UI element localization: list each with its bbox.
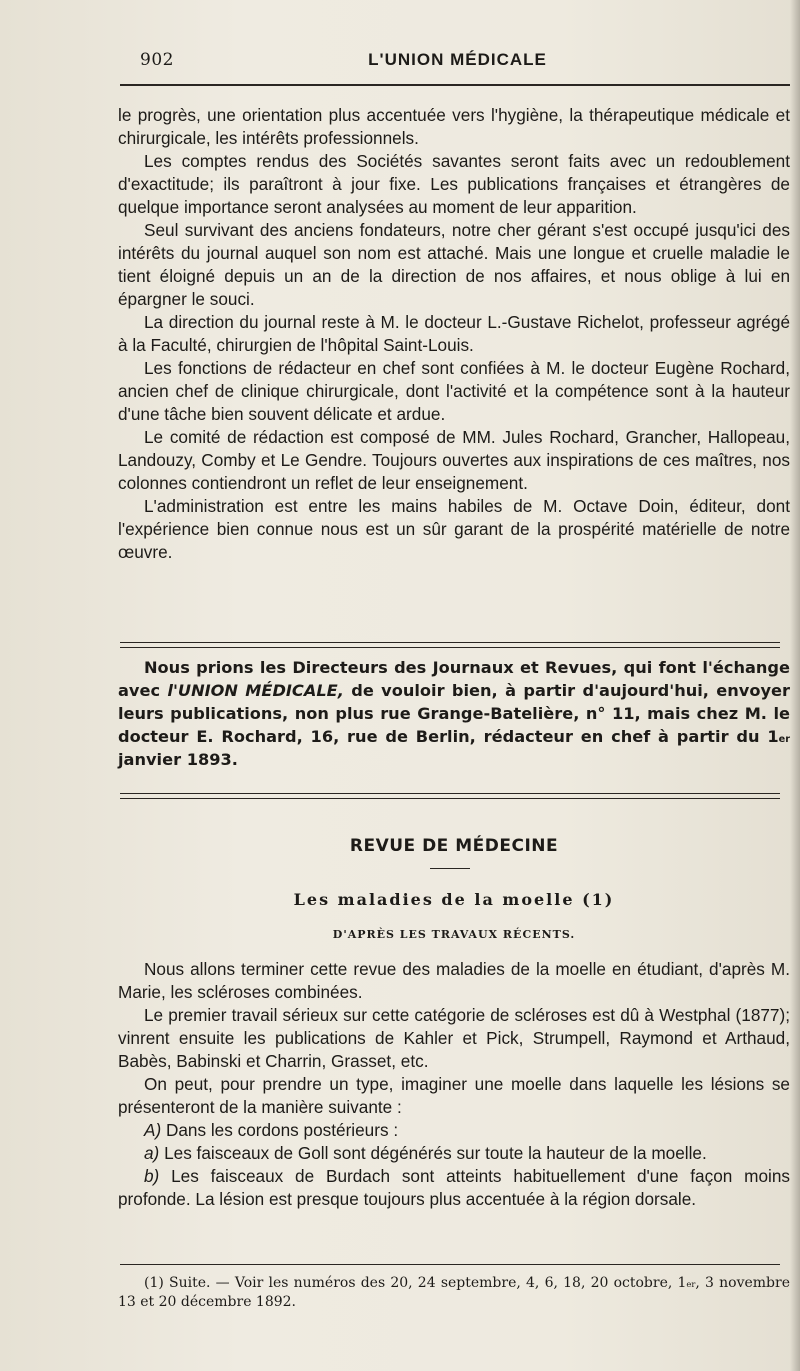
list-label: A) <box>144 1120 162 1140</box>
superscript: er <box>686 1279 696 1289</box>
footnote <box>118 1274 790 1312</box>
paragraph-text: Nous allons terminer cette revue des maladies de la moelle en étudiant, d'après M. Marie, les scléroses combinées. <box>118 959 790 1002</box>
list-label: b) <box>144 1166 160 1186</box>
paragraph <box>118 958 790 1004</box>
page-number: 902 <box>140 50 174 70</box>
footnote-text: (1) Suite. — Voir les numéros des 20, 24 septembre, 4, 6, 18, 20 octobre, 1 <box>144 1275 687 1291</box>
journal-name: l'UNION MÉDICALE, <box>167 681 344 700</box>
paragraph-text: Le premier travail sérieux sur cette catégorie de scléroses est dû à Westphal (1877); vinrent ensuite les publications de Kahler et Pick, Strumpell, Raymond et Arthaud, Babès, Babinski et Charrin, Grasset, etc. <box>118 1005 790 1071</box>
article-text <box>118 958 790 1211</box>
paragraph: L'administration est entre les mains habiles de M. Octave Doin, éditeur, dont l'expérience bien connue nous est un sûr garant de la prospérité matérielle de notre œuvre. <box>118 496 790 562</box>
notice <box>118 656 790 771</box>
paragraph: Les fonctions de rédacteur en chef sont confiées à M. le docteur Eugène Rochard, ancien chef de clinique chirurgicale, dont l'activité et la compétence sont à la hauteur d'une tâche bien souvent délicate et ardue. <box>118 358 790 424</box>
article-title: Les maladies de la moelle (1) <box>293 890 615 909</box>
divider-rule <box>120 793 780 799</box>
notice-text: janvier 1893. <box>118 750 238 769</box>
paragraph: La direction du journal reste à M. le docteur L.-Gustave Richelot, professeur agrégé à la Faculté, chirurgien de l'hôpital Saint-Louis. <box>118 312 790 355</box>
list-label: a) <box>144 1143 160 1163</box>
paragraph: Seul survivant des anciens fondateurs, notre cher gérant s'est occupé jusqu'ici des intérêts du journal auquel son nom est attaché. Mais une longue et cruelle maladie le tient éloigné depuis un an de la direction de nos affaires, et nous oblige à lui en épargner le souci. <box>118 220 790 309</box>
notice-text: de vouloir bien, à partir d'aujourd'hui, envoyer leurs publications, non plus rue Grange-Batelière, n° 11, mais chez M. le docteur E. Rochard, 16, rue de Berlin, rédacteur en chef à partir du 1 <box>118 681 790 746</box>
divider-rule <box>120 642 780 648</box>
title-rule <box>430 868 470 869</box>
paragraph-text: Les faisceaux de Goll sont dégénérés sur toute la hauteur de la moelle. <box>159 1143 707 1163</box>
article-subtitle: D'APRÈS LES TRAVAUX RÉCENTS. <box>332 928 576 941</box>
paragraph: Le comité de rédaction est composé de MM. Jules Rochard, Grancher, Hallopeau, Landouzy, Comby et Le Gendre. Toujours ouvertes aux inspirations de ces maîtres, nos colonnes contiendront un reflet de leur enseignement. <box>118 427 790 493</box>
superscript: er <box>778 734 790 745</box>
page-edge-shadow <box>790 0 800 1371</box>
paragraph <box>118 1073 790 1119</box>
paragraph: le progrès, une orientation plus accentuée vers l'hygiène, la thérapeutique médicale et chirurgicale, les intérêts professionnels. <box>118 105 790 148</box>
footnote-text: , 3 novembre 13 et 20 décembre 1892. <box>118 1275 790 1310</box>
header-rule <box>120 84 790 86</box>
paragraph: Les comptes rendus des Sociétés savantes seront faits avec un redoublement d'exactitude; ils paraîtront à jour fixe. Les publications françaises et étrangères de quelque importance seront analysées au moment de leur apparition. <box>118 151 790 217</box>
paragraph-text: Les faisceaux de Burdach sont atteints habituellement d'une façon moins profonde. La lésion est presque toujours plus accentuée à la région dorsale. <box>118 1166 790 1209</box>
notice-text: Nous prions les Directeurs des Journaux et Revues, qui font l'échange avec <box>118 658 790 700</box>
paragraph-text: On peut, pour prendre un type, imaginer une moelle dans laquelle les lésions se présenteront de la manière suivante : <box>118 1074 790 1117</box>
running-header <box>125 50 790 76</box>
paragraph <box>118 1119 790 1142</box>
paragraph <box>118 1165 790 1211</box>
running-title: L'UNION MÉDICALE <box>368 50 547 69</box>
paragraph <box>118 1004 790 1073</box>
intro-text <box>118 104 790 564</box>
footnote-rule <box>120 1264 780 1265</box>
paragraph <box>118 1142 790 1165</box>
section-title: REVUE DE MÉDECINE <box>349 836 559 856</box>
paragraph-text: Dans les cordons postérieurs : <box>161 1120 399 1140</box>
